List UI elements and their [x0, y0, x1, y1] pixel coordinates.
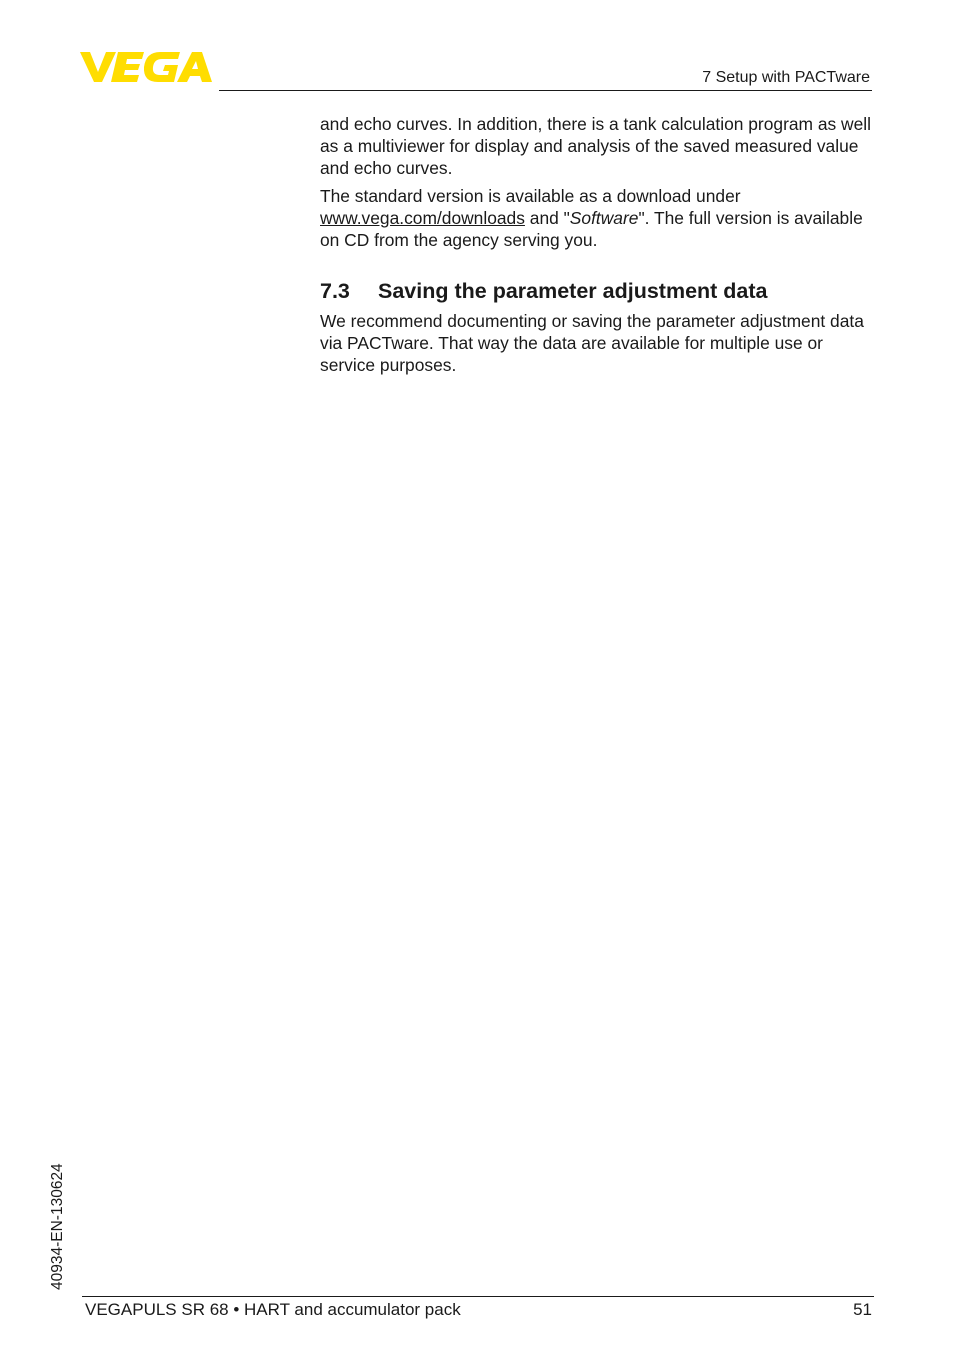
footer-divider: [82, 1296, 874, 1297]
paragraph-intro: and echo curves. In addition, there is a tank calculation program as well as a multiviewer for display and analysis of the saved measured value and echo curves.: [320, 114, 872, 178]
vega-logo: [80, 50, 212, 84]
downloads-link[interactable]: www.vega.com/downloads: [320, 208, 525, 228]
section-heading: [320, 278, 876, 304]
paragraph-download: [320, 185, 876, 251]
section-title: Saving the parameter adjustment data: [378, 279, 768, 303]
section-number: 7.3: [320, 279, 350, 303]
footer-document-title: VEGAPULS SR 68 • HART and accumulator pack: [85, 1300, 461, 1319]
header-divider: [219, 90, 872, 91]
software-label: Software: [569, 208, 639, 228]
document-code: 40934-EN-130624: [49, 1163, 66, 1290]
paragraph-recommendation: We recommend documenting or saving the parameter adjustment data via PACTware. That way the data are available for multiple use or service purposes.: [320, 311, 864, 375]
download-text-end: ". The full version is available on CD from the agency serving you.: [320, 208, 863, 250]
main-content: [320, 113, 876, 382]
download-text-start: The standard version is available as a download under: [320, 186, 741, 206]
download-text-mid: and ": [524, 208, 570, 228]
page-number: 51: [853, 1300, 872, 1319]
header-section-title: 7 Setup with PACTware: [702, 69, 870, 86]
